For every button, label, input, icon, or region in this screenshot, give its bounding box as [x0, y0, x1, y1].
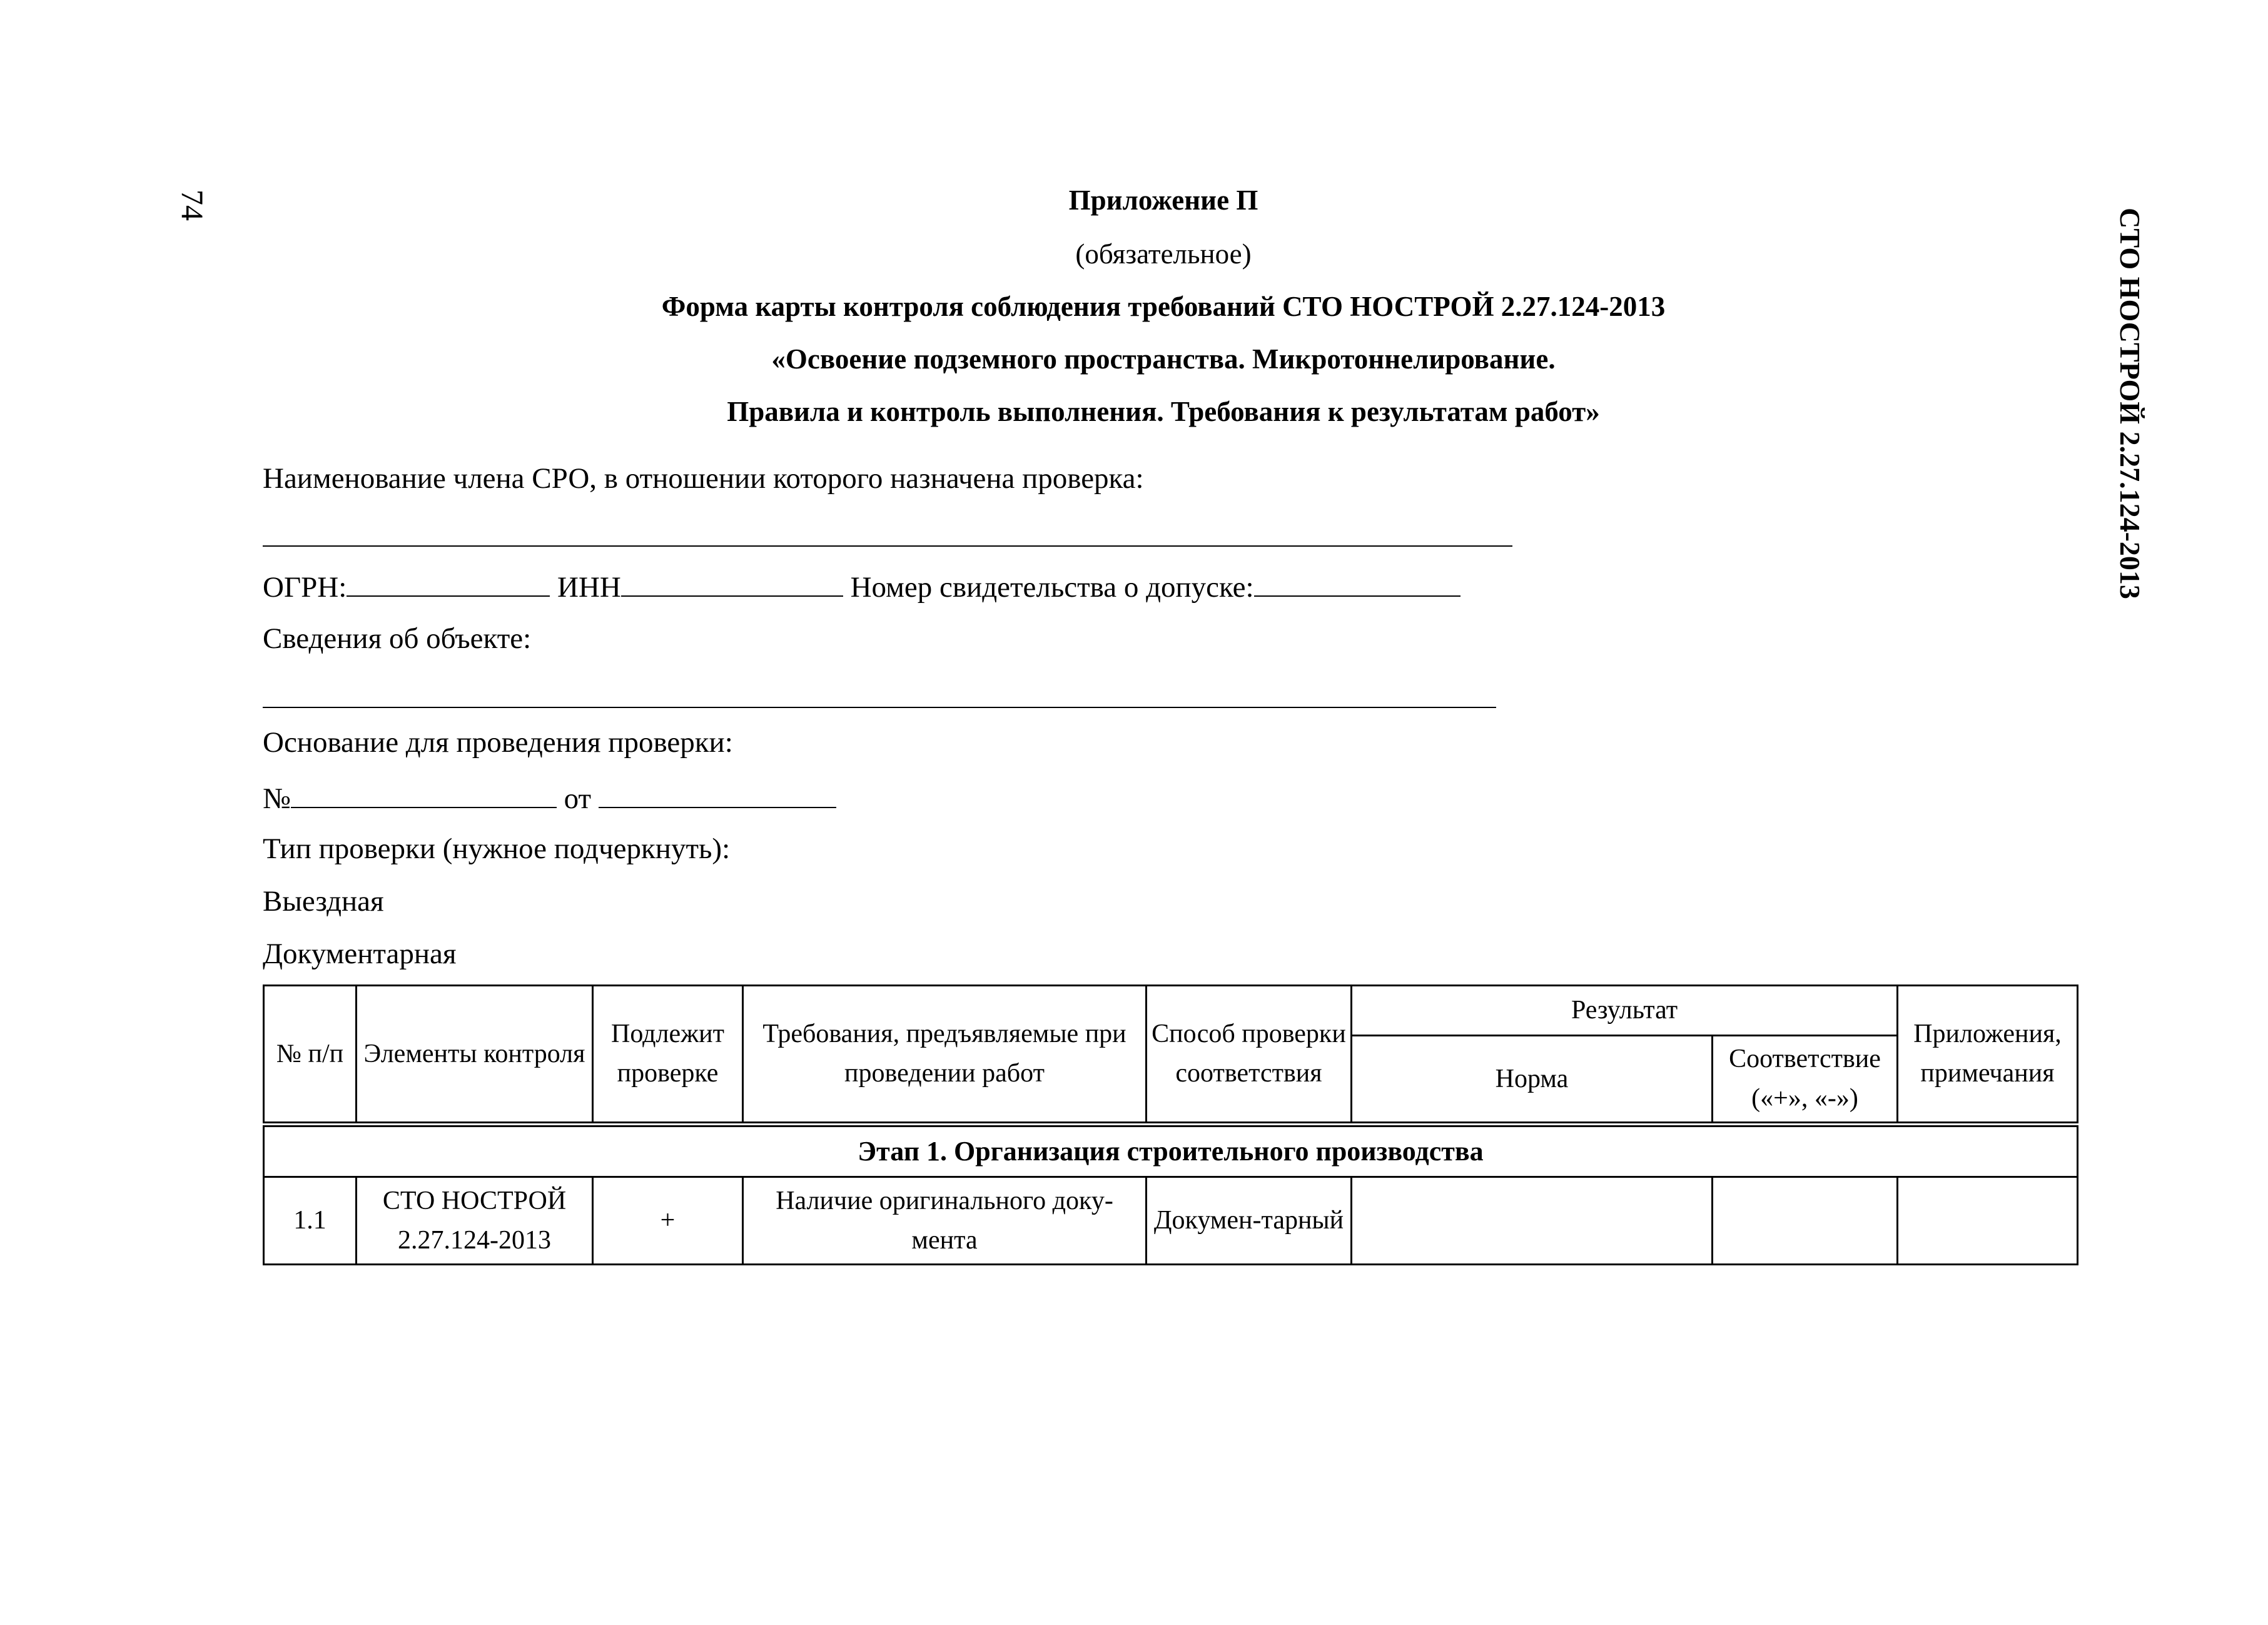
stage-1-title: Этап 1. Организация строительного производства — [264, 1125, 2078, 1177]
standard-title-line1: «Освоение подземного пространства. Микротоннелирование. — [771, 343, 1556, 375]
row-requirement: Наличие оригинального доку-мента — [743, 1177, 1147, 1265]
basis-date-blank — [599, 782, 836, 808]
header-requirements: Требования, предъявляемые при проведении работ — [743, 986, 1147, 1125]
row-element — [357, 1177, 593, 1265]
row-element-line2: 2.27.124-2013 — [398, 1225, 551, 1255]
header-method: Способ проверки соответствия — [1147, 986, 1352, 1125]
row-subject: + — [593, 1177, 743, 1265]
row-method: Докумен-тарный — [1147, 1177, 1352, 1265]
number-sign: № — [263, 782, 291, 815]
check-type-onsite: Выездная — [263, 885, 384, 918]
stage-row — [264, 1125, 2078, 1177]
header-notes: Приложения, примечания — [1898, 986, 2078, 1125]
object-blank — [263, 707, 1496, 708]
row-num: 1.1 — [264, 1177, 357, 1265]
header-compliance: Соответствие («+», «-») — [1713, 1036, 1898, 1125]
appendix-status: (обязательное) — [1075, 238, 1252, 270]
ogrn-label: ОГРН: — [263, 571, 347, 604]
basis-number-line — [263, 782, 836, 814]
form-title: Форма карты контроля соблюдения требований СТО НОСТРОЙ 2.27.124-2013 — [661, 291, 1666, 322]
ogrn-inn-line — [263, 570, 1461, 602]
inn-label: ИНН — [557, 571, 621, 604]
row-norm — [1352, 1177, 1713, 1265]
certificate-label: Номер свидетельства о допуске: — [850, 571, 1254, 604]
certificate-blank — [1254, 570, 1461, 597]
running-header: СТО НОСТРОЙ 2.27.124-2013 — [2114, 208, 2146, 599]
table-header-row — [264, 986, 2078, 1036]
control-table — [263, 985, 2078, 1265]
object-label: Сведения об объекте: — [263, 622, 532, 655]
page-number: 74 — [175, 190, 210, 221]
member-name-blank — [263, 545, 1512, 547]
row-element-line1: СТО НОСТРОЙ — [382, 1186, 567, 1215]
row-compliance — [1713, 1177, 1898, 1265]
header-elements: Элементы контроля — [357, 986, 593, 1125]
row-notes — [1898, 1177, 2078, 1265]
check-type-label: Тип проверки (нужное подчеркнуть): — [263, 833, 731, 865]
header-result: Результат — [1352, 986, 1898, 1036]
standard-title-line2: Правила и контроль выполнения. Требования к результатам работ» — [727, 396, 1600, 427]
member-label: Наименование члена СРО, в отношении которого назначена проверка: — [263, 462, 1144, 495]
basis-label: Основание для проведения проверки: — [263, 726, 733, 759]
table-row — [264, 1177, 2078, 1265]
basis-number-blank — [291, 782, 557, 808]
appendix-title: Приложение П — [1068, 185, 1258, 216]
header-subject: Подлежит проверке — [593, 986, 743, 1125]
date-from-label: от — [564, 782, 592, 815]
ogrn-blank — [347, 570, 550, 597]
header-norm: Норма — [1352, 1036, 1713, 1125]
header-num: № п/п — [264, 986, 357, 1125]
check-type-documentary: Документарная — [263, 938, 457, 970]
inn-blank — [621, 570, 843, 597]
